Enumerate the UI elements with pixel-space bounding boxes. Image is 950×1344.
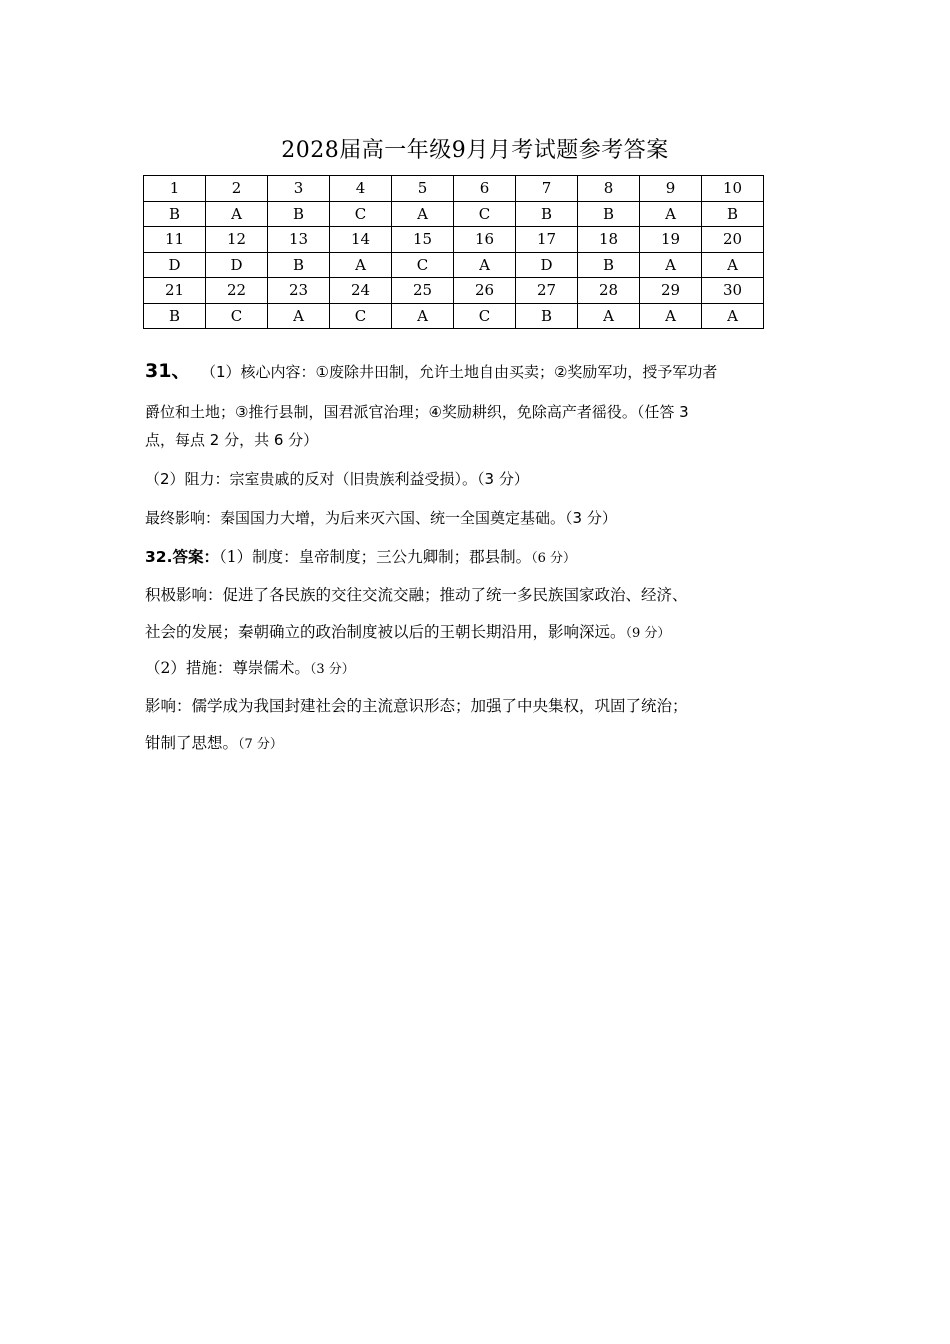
q32-line-4 [145,656,825,682]
table-cell: 28 [578,278,640,304]
table-cell: 26 [454,278,516,304]
table-cell: A [206,201,268,227]
table-cell: B [268,252,330,278]
q32-line-3 [145,620,825,646]
q32-score-1: （6 分） [531,551,576,566]
table-cell: C [206,303,268,329]
table-cell: 14 [330,227,392,253]
table-cell: B [516,303,578,329]
table-cell: 16 [454,227,516,253]
table-cell: D [516,252,578,278]
table-cell: D [144,252,206,278]
table-cell: A [702,252,764,278]
table-cell: 30 [702,278,764,304]
table-cell: B [516,201,578,227]
page-title: 2028届高一年级9月月考试题参考答案 [281,138,669,163]
table-cell: A [640,201,702,227]
q31-line-4: （2）阻力：宗室贵戚的反对（旧贵族利益受损）。（3 分） [145,470,529,488]
table-cell: 9 [640,176,702,202]
table-cell: 22 [206,278,268,304]
q31-line-5: 最终影响：秦国国力大增，为后来灭六国、统一全国奠定基础。（3 分） [145,509,617,527]
table-cell: 5 [392,176,454,202]
table-cell: B [578,201,640,227]
answer-key-table [143,175,764,329]
table-cell: A [454,252,516,278]
q32-text-3: 社会的发展；秦朝确立的政治制度被以后的王朝长期沿用，影响深远。 [145,623,626,641]
table-cell: C [330,201,392,227]
table-row [144,176,764,202]
table-cell: C [454,303,516,329]
q32-label: 32.答案： [145,548,219,566]
table-cell: C [454,201,516,227]
table-cell: 11 [144,227,206,253]
table-row [144,278,764,304]
table-cell: A [392,201,454,227]
q31-line-3: 点，每点 2 分，共 6 分） [145,431,319,449]
table-cell: 4 [330,176,392,202]
table-cell: 13 [268,227,330,253]
table-cell: C [392,252,454,278]
table-cell: A [702,303,764,329]
table-cell: B [578,252,640,278]
q32-score-6: （7 分） [238,737,283,752]
table-cell: A [392,303,454,329]
table-row [144,252,764,278]
table-cell: 25 [392,278,454,304]
q32-text-4: （2）措施：尊崇儒术。 [145,659,310,677]
q32-score-3: （9 分） [625,626,671,641]
table-cell: 1 [144,176,206,202]
table-cell: B [144,201,206,227]
table-cell: 19 [640,227,702,253]
table-cell: 18 [578,227,640,253]
table-cell: 23 [268,278,330,304]
q32-line-1 [145,545,825,571]
q32-text-6: 钳制了思想。 [145,734,239,752]
table-cell: A [640,303,702,329]
table-cell: A [330,252,392,278]
table-cell: 2 [206,176,268,202]
table-cell: A [578,303,640,329]
q32-score-4: （3 分） [309,662,355,677]
q32-line-2: 积极影响：促进了各民族的交往交流交融；推动了统一多民族国家政治、经济、 [145,586,688,604]
table-cell: 24 [330,278,392,304]
table-cell: 10 [702,176,764,202]
table-cell: 3 [268,176,330,202]
table-cell: 8 [578,176,640,202]
table-cell: A [268,303,330,329]
table-cell: 7 [516,176,578,202]
table-cell: D [206,252,268,278]
table-cell: 17 [516,227,578,253]
table-cell: 12 [206,227,268,253]
table-cell: A [640,252,702,278]
table-cell: B [702,201,764,227]
q31-text-1: （1）核心内容：①废除井田制，允许土地自由买卖；②奖励军功，授予军功者 [208,363,718,381]
table-cell: 21 [144,278,206,304]
table-cell: 6 [454,176,516,202]
q31-line-2: 爵位和土地；③推行县制，国君派官治理；④奖励耕织，免除高产者徭役。（任答 3 [145,403,689,421]
table-cell: C [330,303,392,329]
table-row [144,303,764,329]
table-cell: 29 [640,278,702,304]
table-cell: 15 [392,227,454,253]
q32-line-6 [145,731,825,757]
table-cell: B [268,201,330,227]
q32-line-5: 影响：儒学成为我国封建社会的主流意识形态；加强了中央集权，巩固了统治； [145,697,688,715]
table-row [144,227,764,253]
q31-number: 31、 [145,360,191,382]
table-cell: 27 [516,278,578,304]
table-cell: B [144,303,206,329]
q32-text-1: （1）制度：皇帝制度；三公九卿制；郡县制。 [218,548,532,566]
table-cell: 20 [702,227,764,253]
table-row [144,201,764,227]
q31-line-1 [145,359,825,384]
